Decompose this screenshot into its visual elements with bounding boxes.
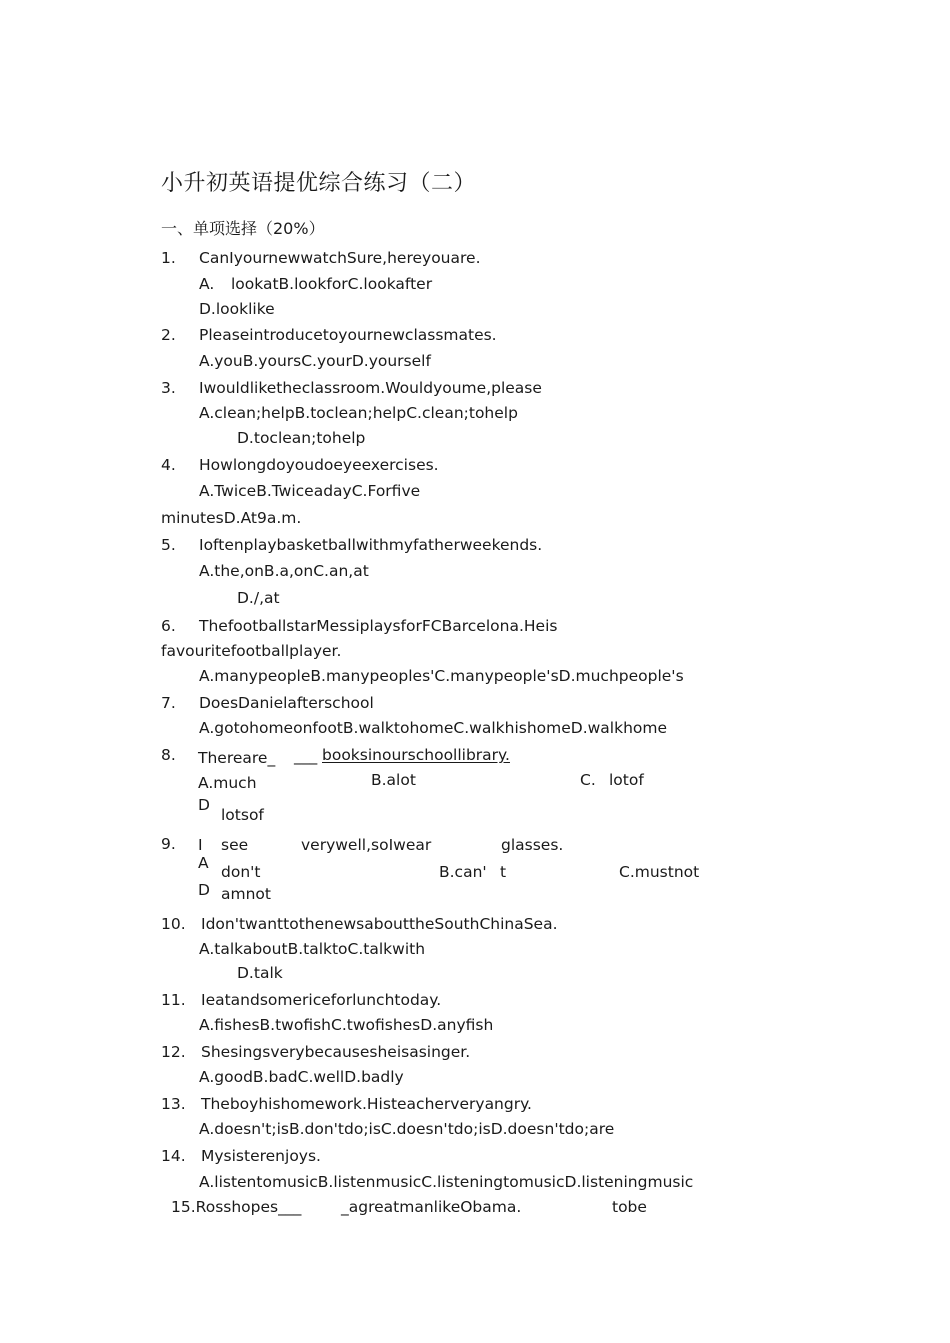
- question-text: CanIyournewwatchSure,hereyouare.: [199, 249, 481, 267]
- question-number: 2.: [161, 326, 176, 344]
- option-d-label: D: [198, 796, 210, 814]
- question-text-word: see: [221, 836, 249, 854]
- option-d: D.talk: [237, 964, 283, 982]
- option-d: D.toclean;tohelp: [237, 429, 366, 447]
- question-text: Ioftenplaybasketballwithmyfatherweekends.: [199, 536, 543, 554]
- question-text: booksinourschoollibrary.: [322, 746, 510, 764]
- question-options: A.talkaboutB.talktoC.talkwith: [199, 940, 426, 958]
- document-title: 小升初英语提优综合练习（二）: [161, 171, 477, 196]
- question-options: A.goodB.badC.wellD.badly: [199, 1068, 404, 1086]
- option-d: D.looklike: [199, 300, 275, 318]
- question-options-continued: minutesD.At9a.m.: [161, 509, 302, 527]
- option-b: B.alot: [371, 771, 416, 789]
- option-a-label: A: [198, 854, 209, 872]
- option-a: don't: [221, 863, 261, 881]
- question-options: A.clean;helpB.toclean;helpC.clean;tohelp: [199, 404, 518, 422]
- question-number: 13.: [161, 1095, 186, 1113]
- question-text: Shesingsverybecausesheisasinger.: [201, 1043, 471, 1061]
- option-a: A.much: [198, 774, 257, 792]
- question-number: 9.: [161, 835, 176, 853]
- question-number: 12.: [161, 1043, 186, 1061]
- question-number: 6.: [161, 617, 176, 635]
- question-options: lookatB.lookforC.lookafter: [231, 275, 433, 293]
- question-text-start: Thereare_: [198, 749, 276, 767]
- question-text-start: I: [198, 836, 203, 854]
- section-heading: 一、单项选择（20%）: [161, 219, 325, 238]
- question-text: Howlongdoyoudoeyeexercises.: [199, 456, 439, 474]
- option-c: lotof: [609, 771, 644, 789]
- question-options: A.fishesB.twofishC.twofishesD.anyfish: [199, 1016, 494, 1034]
- question-text: Pleaseintroducetoyournewclassmates.: [199, 326, 497, 344]
- question-options: A.gotohomeonfootB.walktohomeC.walkhishomeD.walkhome: [199, 719, 668, 737]
- option-b: B.can': [439, 863, 487, 881]
- question-text: Mysisterenjoys.: [201, 1147, 321, 1165]
- question-text: Theboyhishomework.Histeacherveryangry.: [201, 1095, 532, 1113]
- question-number: 7.: [161, 694, 176, 712]
- question-number: 3.: [161, 379, 176, 397]
- question-text: Idon'twanttothenewsabouttheSouthChinaSea.: [201, 915, 558, 933]
- question-options: A.the,onB.a,onC.an,at: [199, 562, 369, 580]
- question-options: A.doesn't;isB.don'tdo;isC.doesn'tdo;isD.doesn'tdo;are: [199, 1120, 615, 1138]
- question-text: verywell,soIwear: [301, 836, 432, 854]
- question-options: A.listentomusicB.listenmusicC.listeningtomusicD.listeningmusic: [199, 1173, 694, 1191]
- answer-blank: ___: [294, 747, 318, 765]
- question-number: 8.: [161, 746, 176, 764]
- option-d: D./,at: [237, 589, 280, 607]
- option-label: A.: [199, 275, 215, 293]
- question-text: Iwouldliketheclassroom.Wouldyoume,please: [199, 379, 542, 397]
- question-text: ThefootballstarMessiplaysforFCBarcelona.Heis: [199, 617, 558, 635]
- question-text-continued: favouritefootballplayer.: [161, 642, 342, 660]
- question-text: Ieatandsomericeforlunchtoday.: [201, 991, 442, 1009]
- option-d: amnot: [221, 885, 271, 903]
- option-d: lotsof: [221, 806, 264, 824]
- question-options: A.youB.yoursC.yourD.yourself: [199, 352, 431, 370]
- question-number: 4.: [161, 456, 176, 474]
- option-d-label: D: [198, 881, 210, 899]
- option-b-end: t: [500, 863, 507, 881]
- question-number: 11.: [161, 991, 186, 1009]
- question-options: A.manypeopleB.manypeoples'C.manypeople'sD.muchpeople's: [199, 667, 684, 685]
- question-text-end: glasses.: [501, 836, 564, 854]
- question-text: DoesDanielafterschool: [199, 694, 374, 712]
- option-c-label: C.: [580, 771, 596, 789]
- question-text-start: 15.Rosshopes___: [171, 1198, 302, 1216]
- question-options: A.TwiceB.TwiceadayC.Forfive: [199, 482, 421, 500]
- question-number: 10.: [161, 915, 186, 933]
- question-number: 5.: [161, 536, 176, 554]
- option-c: C.mustnot: [619, 863, 700, 881]
- question-number: 14.: [161, 1147, 186, 1165]
- question-number: 1.: [161, 249, 176, 267]
- question-text: _agreatmanlikeObama.: [341, 1198, 522, 1216]
- question-option-fragment: tobe: [612, 1198, 647, 1216]
